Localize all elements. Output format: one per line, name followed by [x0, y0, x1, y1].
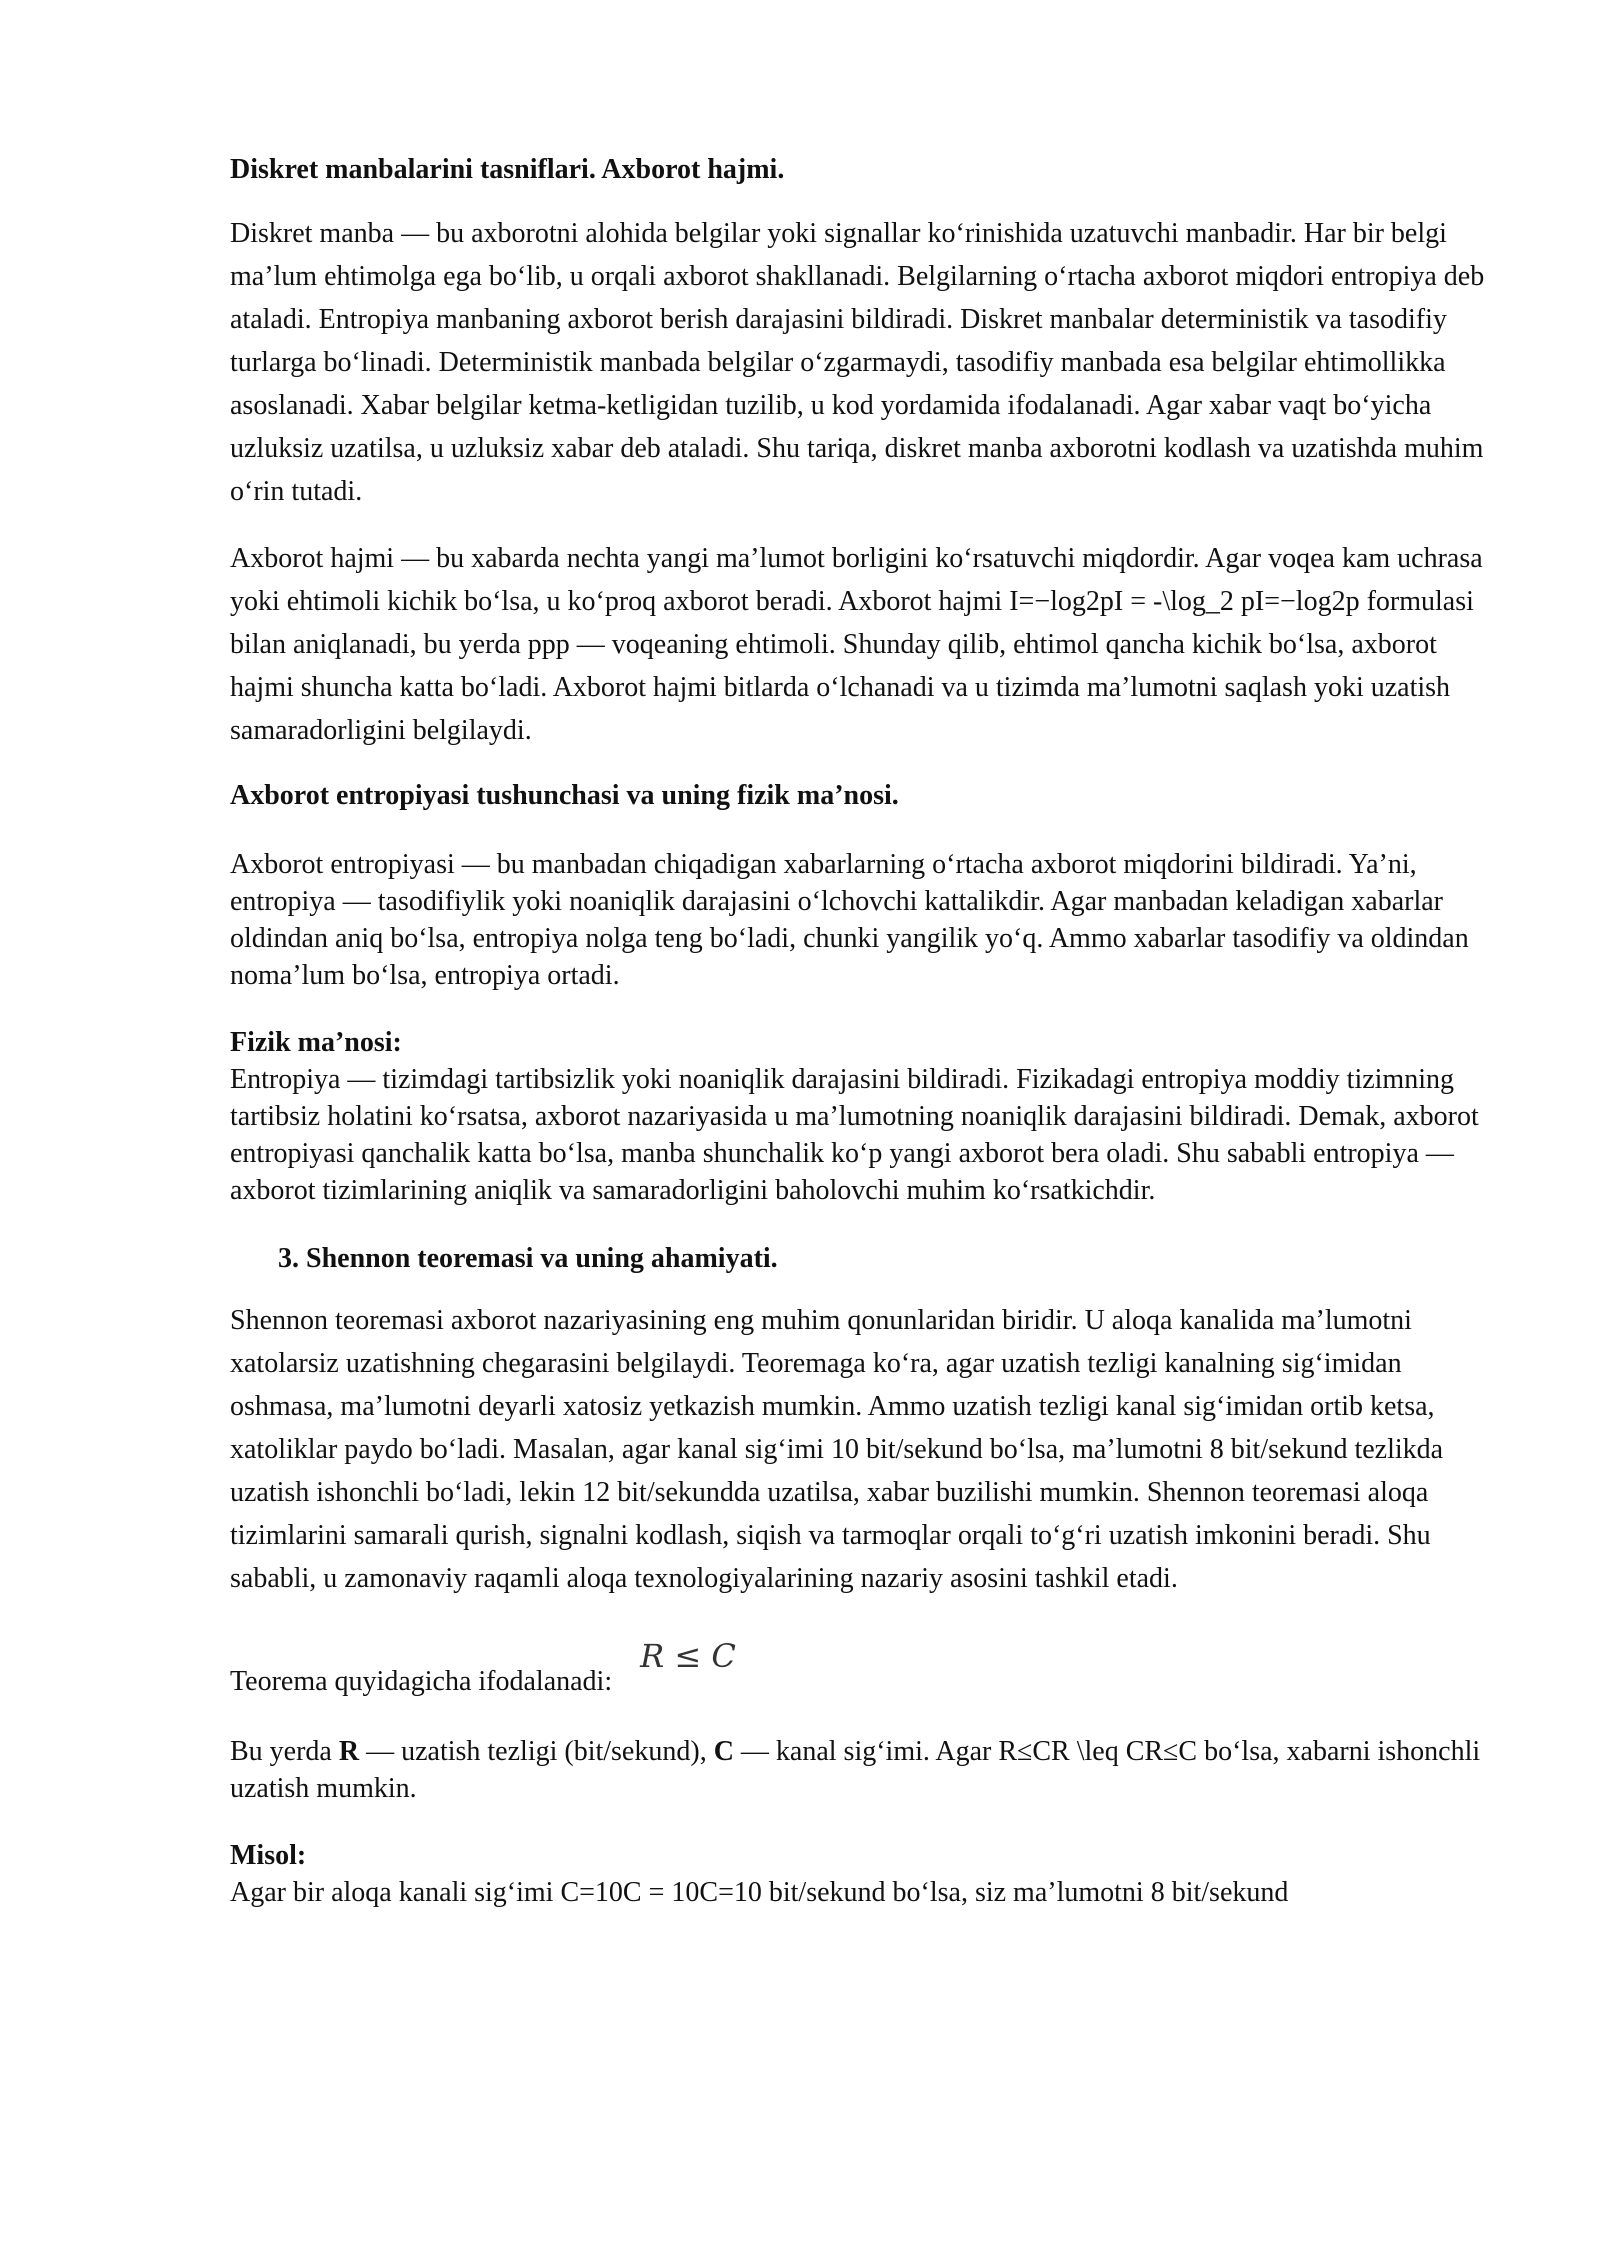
symbol-r: R — [338, 1736, 360, 1767]
explain-suffix: — kanal sigʻimi. Agar R≤CR \leq CR≤C boʻlsa, xabarni ishonchli uzatish mumkin. — [230, 1736, 1481, 1804]
subheading-physical-meaning: Fizik maʼnosi: — [230, 1027, 402, 1058]
paragraph-entropy-definition: Axborot entropiyasi — bu manbadan chiqadigan xabarlarning oʻrtacha axborot miqdorini bildiradi. Yaʼni, entropiya — tasodifiylik yoki noaniqlik darajasini oʻlchovchi kattalikdir. Agar manbadan keladigan xabarlar oldindan aniq boʻlsa, entropiya nolga teng boʻladi, chunki yangilik yoʻq. Ammo xabarlar tasodifiy va oldindan nomaʼlum boʻlsa, entropiya ortadi. — [230, 849, 1469, 991]
formula-r-leq-c: R ≤ C — [640, 1637, 736, 1675]
paragraph-discrete-source: Diskret manba — bu axborotni alohida belgilar yoki signallar koʻrinishida uzatuvchi manbadir. Har bir belgi maʼlum ehtimolga ega boʻlib, u orqali axborot shakllanadi. Belgilarning oʻrtacha axborot miqdori entropiya deb ataladi. Entropiya manbaning axborot berish darajasini bildiradi. Diskret manbalar deterministik va tasodifiy turlarga boʻlinadi. Deterministik manbada belgilar oʻzgarmaydi, tasodifiy manbada esa belgilar ehtimollikka asoslanadi. Xabar belgilar ketma-ketligidan tuzilib, u kod yordamida ifodalanadi. Agar xabar vaqt boʻyicha uzluksiz uzatilsa, u uzluksiz xabar deb ataladi. Shu tariqa, diskret manba axborotni kodlash va uzatishda muhim oʻrin tutadi. — [230, 218, 1485, 507]
formula-row — [230, 1637, 1500, 1703]
explain-mid: — uzatish tezligi (bit/sekund), — [359, 1736, 714, 1767]
paragraph-formula-explanation — [230, 1733, 1500, 1807]
section-heading-entropy: Axborot entropiyasi tushunchasi va uning fizik maʼnosi. — [230, 780, 899, 811]
subheading-example: Misol: — [230, 1840, 307, 1871]
paragraph-information-volume: Axborot hajmi — bu xabarda nechta yangi maʼlumot borligini koʻrsatuvchi miqdordir. Agar voqea kam uchrasa yoki ehtimoli kichik boʻlsa, u koʻproq axborot beradi. Axborot hajmi I=−log2pI = -\log_2 pI=−log2p formulasi bilan aniqlanadi, bu yerda ppp — voqeaning ehtimoli. Shunday qilib, ehtimol qancha kichik boʻlsa, axborot hajmi shuncha katta boʻladi. Axborot hajmi bitlarda oʻlchanadi va u tizimda maʼlumotni saqlash yoki uzatish samaradorligini belgilaydi. — [230, 543, 1483, 746]
formula-intro: Teorema quyidagicha ifodalanadi: — [230, 1666, 613, 1697]
section-heading-discrete-sources: Diskret manbalarini tasniflari. Axborot hajmi. — [230, 154, 785, 185]
section-heading-shannon: 3. Shennon teoremasi va uning ahamiyati. — [278, 1243, 778, 1274]
paragraph-shannon-theorem: Shennon teoremasi axborot nazariyasining eng muhim qonunlaridan biridir. U aloqa kanalida maʼlumotni xatolarsiz uzatishning chegarasini belgilaydi. Teoremaga koʻra, agar uzatish tezligi kanalning sigʻimidan oshmasa, maʼlumotni deyarli xatosiz yetkazish mumkin. Ammo uzatish tezligi kanal sigʻimidan ortib ketsa, xatoliklar paydo boʻladi. Masalan, agar kanal sigʻimi 10 bit/sekund boʻlsa, maʼlumotni 8 bit/sekund tezlikda uzatish ishonchli boʻladi, lekin 12 bit/sekundda uzatilsa, xabar buzilishi mumkin. Shennon teoremasi aloqa tizimlarini samarali qurish, signalni kodlash, siqish va tarmoqlar orqali toʻgʻri uzatish imkonini beradi. Shu sababli, u zamonaviy raqamli aloqa texnologiyalarining nazariy asosini tashkil etadi. — [230, 1305, 1444, 1594]
paragraph-physical-meaning: Entropiya — tizimdagi tartibsizlik yoki noaniqlik darajasini bildiradi. Fizikadagi entropiya moddiy tizimning tartibsiz holatini koʻrsatsa, axborot nazariyasida u maʼlumotning noaniqlik darajasini bildiradi. Demak, axborot entropiyasi qanchalik katta boʻlsa, manba shunchalik koʻp yangi axborot bera oladi. Shu sababli entropiya — axborot tizimlarining aniqlik va samaradorligini baholovchi muhim koʻrsatkichdir. — [230, 1064, 1479, 1206]
explain-prefix: Bu yerda — [230, 1736, 339, 1767]
paragraph-example: Agar bir aloqa kanali sigʻimi C=10C = 10C=10 bit/sekund boʻlsa, siz maʼlumotni 8 bit/sekund — [230, 1877, 1289, 1908]
symbol-c: C — [713, 1736, 734, 1767]
